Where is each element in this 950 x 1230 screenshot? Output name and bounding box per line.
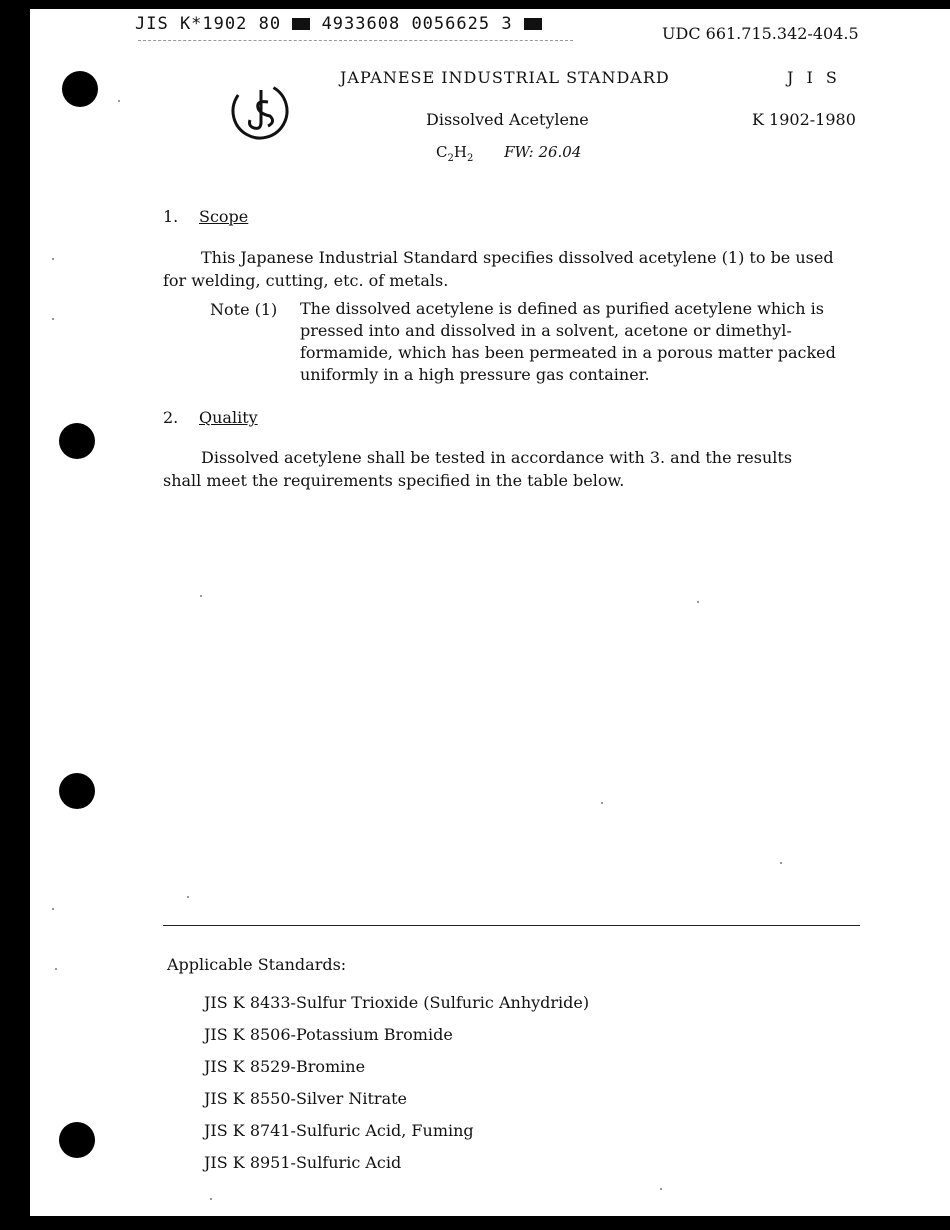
formula-weight: FW: 26.04 — [504, 143, 582, 161]
list-item: JIS K 8529-Bromine — [204, 1057, 366, 1076]
document-title: Dissolved Acetylene — [426, 110, 589, 129]
scan-speck — [660, 1188, 662, 1190]
scan-speck — [780, 862, 782, 864]
section-title: Scope — [199, 207, 249, 226]
udc-code: UDC 661.715.342-404.5 — [662, 24, 859, 43]
scan-speck — [200, 595, 202, 597]
list-item: JIS K 8550-Silver Nitrate — [204, 1089, 408, 1108]
section-number: 1. — [163, 207, 179, 226]
formula-element-c: C — [436, 143, 448, 161]
section-title: Quality — [199, 408, 258, 427]
applicable-standards-title: Applicable Standards: — [167, 955, 347, 974]
barcode-underline — [138, 40, 573, 41]
punch-hole — [59, 1122, 95, 1158]
scan-speck — [187, 896, 189, 898]
note-label: Note (1) — [210, 300, 278, 319]
footer-divider — [163, 925, 860, 926]
scope-text-line2: for welding, cutting, etc. of metals. — [163, 271, 449, 290]
scan-border-left — [0, 0, 30, 1230]
formula-element-h: H — [453, 143, 467, 161]
barcode-block-icon — [524, 18, 542, 30]
punch-hole — [62, 71, 98, 107]
scan-speck — [52, 908, 54, 910]
scan-speck — [601, 802, 603, 804]
barcode-numbers: 4933608 0056625 3 — [321, 14, 513, 34]
list-item: JIS K 8433-Sulfur Trioxide (Sulfuric Anhydride) — [204, 993, 590, 1012]
jis-mark: J I S — [787, 68, 841, 87]
standard-number: K 1902-1980 — [752, 110, 856, 129]
list-item: JIS K 8741-Sulfuric Acid, Fuming — [204, 1121, 474, 1140]
quality-text-line1: Dissolved acetylene shall be tested in accordance with 3. and the results — [201, 448, 793, 467]
note-text: The dissolved acetylene is defined as purified acetylene which is pressed into and dissolved in a solvent, acetone or dimethyl-formamide, which has been permeated in a porous matter packed uniformly in a high pressure gas container. — [300, 299, 836, 384]
formula-sub-c: 2 — [447, 153, 454, 164]
scan-speck — [697, 601, 699, 603]
punch-hole — [59, 773, 95, 809]
scan-speck — [52, 258, 54, 260]
barcode-text: JIS K*1902 80 — [135, 14, 282, 34]
standard-heading: JAPANESE INDUSTRIAL STANDARD — [340, 68, 670, 87]
scope-text-line1: This Japanese Industrial Standard specifies dissolved acetylene (1) to be used — [201, 248, 834, 267]
list-item: JIS K 8951-Sulfuric Acid — [204, 1153, 402, 1172]
quality-text-line2: shall meet the requirements specified in the table below. — [163, 471, 625, 490]
section-number: 2. — [163, 408, 179, 427]
scan-speck — [118, 100, 120, 102]
punch-hole — [59, 423, 95, 459]
scan-speck — [210, 1198, 212, 1200]
section-quality-heading — [163, 408, 258, 427]
chemical-formula — [436, 143, 581, 164]
scan-border-top — [0, 0, 950, 9]
list-item: JIS K 8506-Potassium Bromide — [204, 1025, 453, 1044]
jis-logo-icon — [228, 78, 292, 142]
section-scope-heading — [163, 207, 248, 226]
barcode-block-icon — [292, 18, 310, 30]
scan-border-bottom — [0, 1216, 950, 1230]
barcode-line — [135, 14, 542, 34]
applicable-standards-list — [204, 993, 589, 1185]
scan-speck — [52, 318, 54, 320]
scan-speck — [55, 968, 57, 970]
formula-sub-h: 2 — [466, 153, 474, 164]
